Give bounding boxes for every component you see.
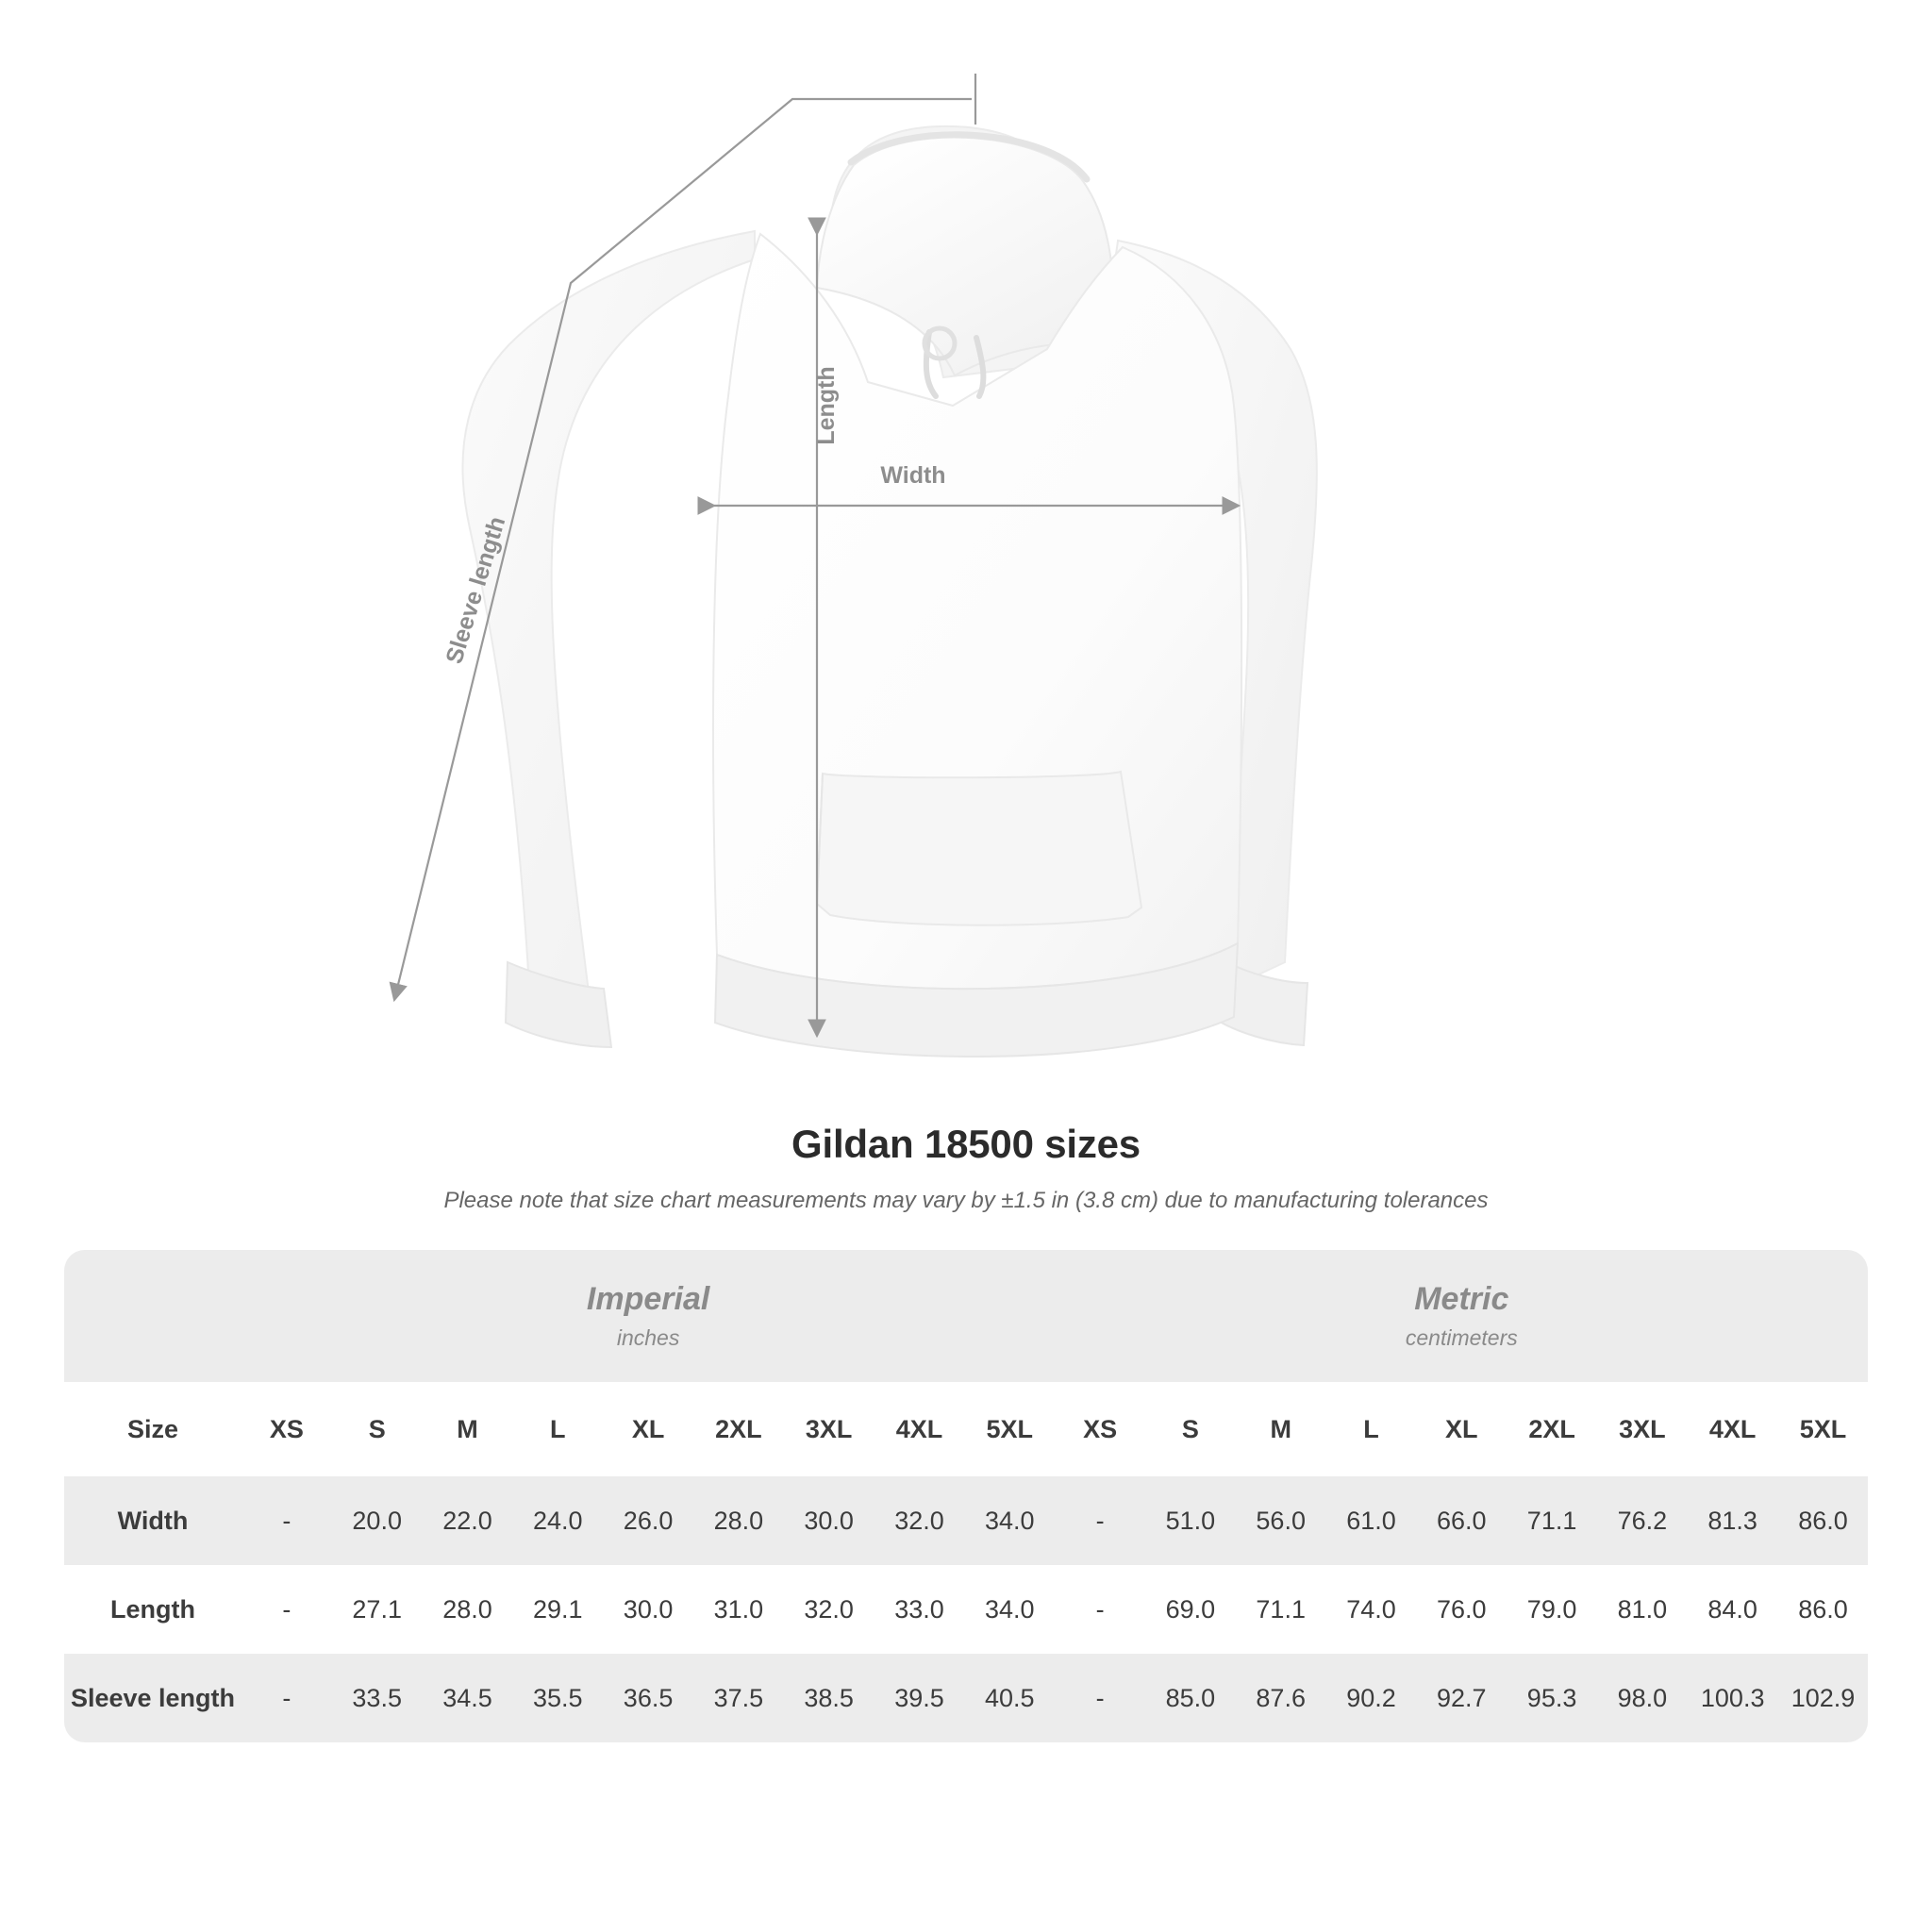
cell-sleeve-metric-2xl: 95.3	[1507, 1654, 1597, 1742]
column-header-metric-5xl: 5XL	[1778, 1382, 1868, 1476]
column-header-metric-m: M	[1236, 1382, 1326, 1476]
column-header-metric-2xl: 2XL	[1507, 1382, 1597, 1476]
table-row	[64, 1476, 1868, 1565]
column-header-size: Size	[64, 1382, 242, 1476]
row-label-sleeve-length: Sleeve length	[64, 1654, 242, 1742]
cell-sleeve-imperial-s: 33.5	[332, 1654, 423, 1742]
cell-length-metric-5xl: 86.0	[1778, 1565, 1868, 1654]
cell-length-imperial-m: 28.0	[423, 1565, 513, 1654]
cell-sleeve-imperial-xl: 36.5	[603, 1654, 693, 1742]
column-header-metric-xl: XL	[1416, 1382, 1507, 1476]
cell-width-imperial-s: 20.0	[332, 1476, 423, 1565]
cell-width-imperial-xl: 26.0	[603, 1476, 693, 1565]
cell-length-imperial-5xl: 34.0	[964, 1565, 1055, 1654]
cell-width-metric-4xl: 81.3	[1688, 1476, 1778, 1565]
cell-width-metric-5xl: 86.0	[1778, 1476, 1868, 1565]
cell-width-imperial-l: 24.0	[512, 1476, 603, 1565]
cell-sleeve-metric-5xl: 102.9	[1778, 1654, 1868, 1742]
cell-length-metric-2xl: 79.0	[1507, 1565, 1597, 1654]
cell-width-imperial-m: 22.0	[423, 1476, 513, 1565]
cell-sleeve-imperial-2xl: 37.5	[693, 1654, 784, 1742]
cell-width-imperial-2xl: 28.0	[693, 1476, 784, 1565]
cell-length-metric-4xl: 84.0	[1688, 1565, 1778, 1654]
column-header-imperial-4xl: 4XL	[874, 1382, 965, 1476]
cell-width-metric-l: 61.0	[1326, 1476, 1417, 1565]
cell-length-imperial-l: 29.1	[512, 1565, 603, 1654]
size-header-row	[64, 1382, 1868, 1476]
column-header-imperial-m: M	[423, 1382, 513, 1476]
cell-length-metric-xl: 76.0	[1416, 1565, 1507, 1654]
column-header-metric-3xl: 3XL	[1597, 1382, 1688, 1476]
table-row	[64, 1654, 1868, 1742]
column-header-imperial-5xl: 5XL	[964, 1382, 1055, 1476]
cell-sleeve-metric-3xl: 98.0	[1597, 1654, 1688, 1742]
cell-sleeve-metric-4xl: 100.3	[1688, 1654, 1778, 1742]
cell-sleeve-imperial-3xl: 38.5	[784, 1654, 874, 1742]
cell-sleeve-metric-xs: -	[1055, 1654, 1145, 1742]
column-header-metric-s: S	[1145, 1382, 1236, 1476]
cell-length-imperial-s: 27.1	[332, 1565, 423, 1654]
cell-sleeve-imperial-5xl: 40.5	[964, 1654, 1055, 1742]
column-header-imperial-xl: XL	[603, 1382, 693, 1476]
column-header-imperial-xs: XS	[242, 1382, 332, 1476]
cell-sleeve-metric-s: 85.0	[1145, 1654, 1236, 1742]
size-table-container	[64, 1250, 1868, 1742]
cell-sleeve-metric-l: 90.2	[1326, 1654, 1417, 1742]
cell-width-imperial-5xl: 34.0	[964, 1476, 1055, 1565]
table-row	[64, 1565, 1868, 1654]
cell-width-imperial-xs: -	[242, 1476, 332, 1565]
title-block	[0, 1122, 1932, 1214]
width-label: Width	[880, 462, 946, 489]
cell-length-imperial-2xl: 31.0	[693, 1565, 784, 1654]
column-header-metric-xs: XS	[1055, 1382, 1145, 1476]
cell-sleeve-imperial-l: 35.5	[512, 1654, 603, 1742]
cell-sleeve-imperial-m: 34.5	[423, 1654, 513, 1742]
tolerance-note: Please note that size chart measurements may vary by ±1.5 in (3.8 cm) due to manufacturing tolerances	[443, 1188, 1489, 1213]
unit-metric-name: Metric	[1414, 1281, 1509, 1317]
row-label-width: Width	[64, 1476, 242, 1565]
cell-length-metric-l: 74.0	[1326, 1565, 1417, 1654]
column-header-imperial-l: L	[512, 1382, 603, 1476]
cell-sleeve-metric-m: 87.6	[1236, 1654, 1326, 1742]
cell-length-imperial-xl: 30.0	[603, 1565, 693, 1654]
page-title: Gildan 18500 sizes	[791, 1122, 1141, 1166]
column-header-metric-l: L	[1326, 1382, 1417, 1476]
sleeve-length-label: Sleeve length	[441, 513, 511, 667]
cell-width-metric-3xl: 76.2	[1597, 1476, 1688, 1565]
unit-metric-cell	[1055, 1250, 1868, 1382]
cell-width-metric-xl: 66.0	[1416, 1476, 1507, 1565]
unit-metric-sub: centimeters	[1405, 1325, 1518, 1350]
cell-length-imperial-4xl: 33.0	[874, 1565, 965, 1654]
cell-width-metric-m: 56.0	[1236, 1476, 1326, 1565]
cell-width-metric-xs: -	[1055, 1476, 1145, 1565]
cell-length-metric-xs: -	[1055, 1565, 1145, 1654]
column-header-imperial-s: S	[332, 1382, 423, 1476]
column-header-imperial-3xl: 3XL	[784, 1382, 874, 1476]
unit-imperial-name: Imperial	[586, 1281, 710, 1317]
cell-sleeve-metric-xl: 92.7	[1416, 1654, 1507, 1742]
column-header-metric-4xl: 4XL	[1688, 1382, 1778, 1476]
cell-sleeve-imperial-4xl: 39.5	[874, 1654, 965, 1742]
cell-width-imperial-3xl: 30.0	[784, 1476, 874, 1565]
cell-length-metric-3xl: 81.0	[1597, 1565, 1688, 1654]
cell-length-imperial-xs: -	[242, 1565, 332, 1654]
cell-length-metric-s: 69.0	[1145, 1565, 1236, 1654]
row-label-length: Length	[64, 1565, 242, 1654]
unit-imperial-cell	[242, 1250, 1055, 1382]
unit-header-row	[64, 1250, 1868, 1382]
column-header-imperial-2xl: 2XL	[693, 1382, 784, 1476]
unit-imperial-sub: inches	[616, 1325, 680, 1350]
cell-length-imperial-3xl: 32.0	[784, 1565, 874, 1654]
size-table	[64, 1250, 1868, 1742]
unit-spacer-cell	[64, 1250, 242, 1382]
cell-width-imperial-4xl: 32.0	[874, 1476, 965, 1565]
cell-sleeve-imperial-xs: -	[242, 1654, 332, 1742]
cell-width-metric-2xl: 71.1	[1507, 1476, 1597, 1565]
cell-width-metric-s: 51.0	[1145, 1476, 1236, 1565]
length-label: Length	[813, 366, 840, 445]
cell-length-metric-m: 71.1	[1236, 1565, 1326, 1654]
